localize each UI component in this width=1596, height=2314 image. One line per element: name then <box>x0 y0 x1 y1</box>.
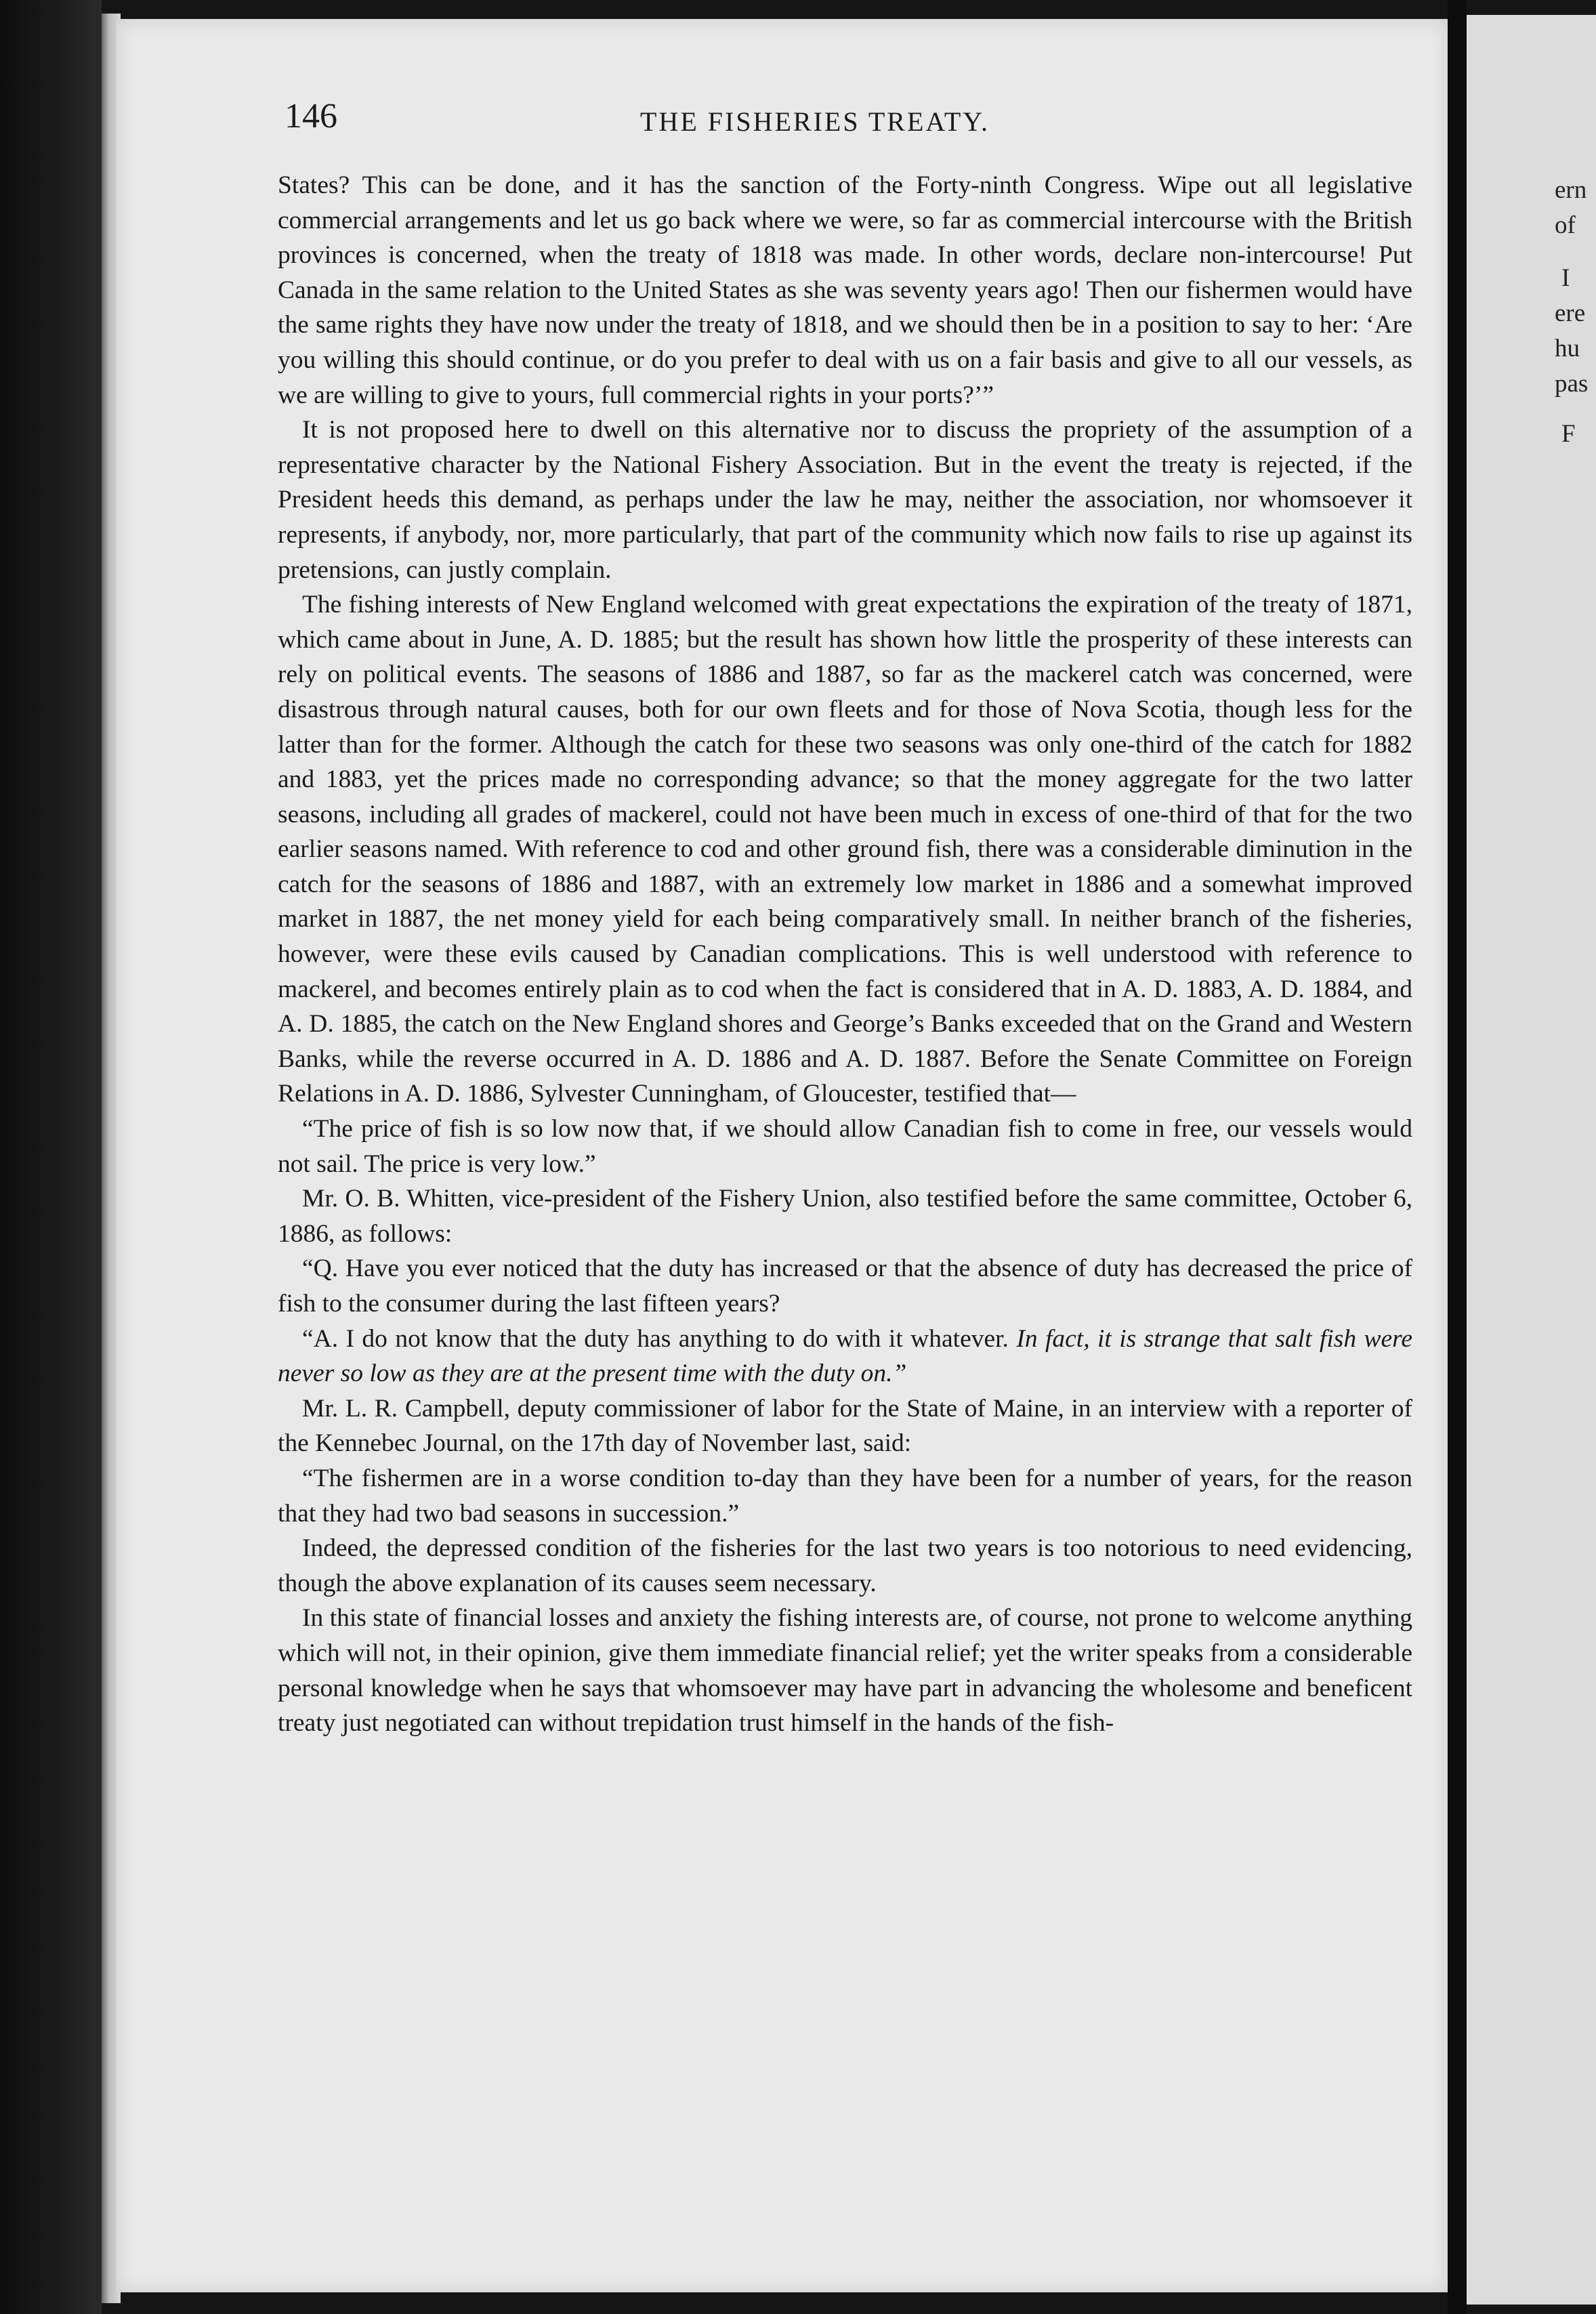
quotation-paragraph: “The price of fish is so low now that, if we should allow Canadian fish to come in free, our vessels would not sail. The price is very low.” <box>278 1115 1412 1178</box>
running-title: THE FISHERIES TREATY. <box>640 106 990 137</box>
adjacent-fragment: ere <box>1555 299 1586 327</box>
quotation-paragraph: “The fishermen are in a worse condition to-day than they have been for a number of years, for the reason that they had two bad seasons in succession.” <box>278 1464 1412 1528</box>
answer-italic-text: In fact, it is strange that salt fish were never so low as they are at the present time with the duty on.” <box>278 1324 1412 1388</box>
answer-text: “A. I do not know that the duty has anything to do with it whatever. <box>302 1324 1009 1353</box>
paragraph: Indeed, the depressed condition of the fisheries for the last two years is too notorious to need evidencing, though the above explanation of its causes seem necessary. <box>278 1534 1412 1597</box>
adjacent-page-edge <box>1467 15 1596 2305</box>
testimony-answer <box>278 1322 1412 1391</box>
page-header <box>285 96 1409 137</box>
paragraph: Mr. O. B. Whitten, vice-president of the Fishery Union, also testified before the same committee, October 6, 1886, as follows: <box>278 1185 1412 1248</box>
page-number: 146 <box>285 97 337 135</box>
paragraph: States? This can be done, and it has the sanction of the Forty-ninth Congress. Wipe out all legislative commercial arrangements and let us go back where we were, so far as commercial intercourse with the British provinces is concerned, when the treaty of 1818 was made. In other words, declare non-intercourse! Put Canada in the same relation to the United States as she was seventy years ago! Then our fishermen would have the same rights they have now under the treaty of 1818, and we should then be in a position to say to her: ‘Are you willing this should continue, or do you prefer to deal with us on a fair basis and give to all our vessels, as we are willing to give to yours, full commercial rights in your ports?’” <box>278 171 1412 409</box>
adjacent-fragment: F <box>1561 420 1576 448</box>
adjacent-fragment: of <box>1555 211 1576 239</box>
adjacent-fragment: pas <box>1555 370 1589 398</box>
paragraph: Mr. L. R. Campbell, deputy commissioner of labor for the State of Maine, in an interview with a reporter of the Kennebec Journal, on the 17th day of November last, said: <box>278 1394 1412 1458</box>
body-text <box>278 168 1412 1741</box>
adjacent-fragment: hu <box>1555 335 1580 362</box>
paragraph: The fishing interests of New England welcomed with great expectations the expiration of the treaty of 1871, which came about in June, A. D. 1885; but the result has shown how little the prosperity of these interests can rely on political events. The seasons of 1886 and 1887, so far as the mackerel catch was concerned, were disastrous through natural causes, both for our own fleets and for those of Nova Scotia, though less for the latter than for the former. Although the catch for these two seasons was only one-third of the catch for 1882 and 1883, yet the prices made no corresponding advance; so that the money aggregate for the two latter seasons, including all grades of mackerel, could not have been much in excess of one-third of that for the two earlier seasons named. With reference to cod and other ground fish, there was a considerable diminution in the catch for the seasons of 1886 and 1887, with an extremely low market in 1886 and a somewhat improved market in 1887, the net money yield for each being comparatively small. In neither branch of the fisheries, however, were these evils caused by Canadian complications. This is well understood with reference to mackerel, and becomes entirely plain as to cod when the fact is considered that in A. D. 1883, A. D. 1884, and A. D. 1885, the catch on the New England shores and George’s Banks exceeded that on the Grand and Western Banks, while the reverse occurred in A. D. 1886 and A. D. 1887. Before the Senate Committee on Foreign Relations in A. D. 1886, Sylvester Cunningham, of Gloucester, testified that— <box>278 591 1412 1108</box>
paragraph: It is not proposed here to dwell on this alternative nor to discuss the propriety of the assumption of a representative character by the National Fishery Association. But in the event the treaty is rejected, if the President heeds this demand, as perhaps under the law he may, neither the association, nor whomsoever it represents, if anybody, nor, more particularly, that part of the community which now fails to rise up against its pretensions, can justly complain. <box>278 416 1412 584</box>
book-gutter <box>1448 0 1467 2314</box>
scan-background-left <box>0 0 102 2314</box>
paragraph: In this state of financial losses and anxiety the fishing interests are, of course, not prone to welcome anything which will not, in their opinion, give them immediate financial relief; yet the writer speaks from a considerable personal knowledge when he says that whomsoever may have part in advancing the wholesome and beneficent treaty just negotiated can without trepidation trust himself in the hands of the fish- <box>278 1604 1412 1738</box>
testimony-question: “Q. Have you ever noticed that the duty has increased or that the absence of duty has decreased the price of fish to the consumer during the last fifteen years? <box>278 1255 1412 1318</box>
adjacent-fragment: ern <box>1555 176 1587 204</box>
adjacent-fragment: I <box>1561 264 1570 292</box>
